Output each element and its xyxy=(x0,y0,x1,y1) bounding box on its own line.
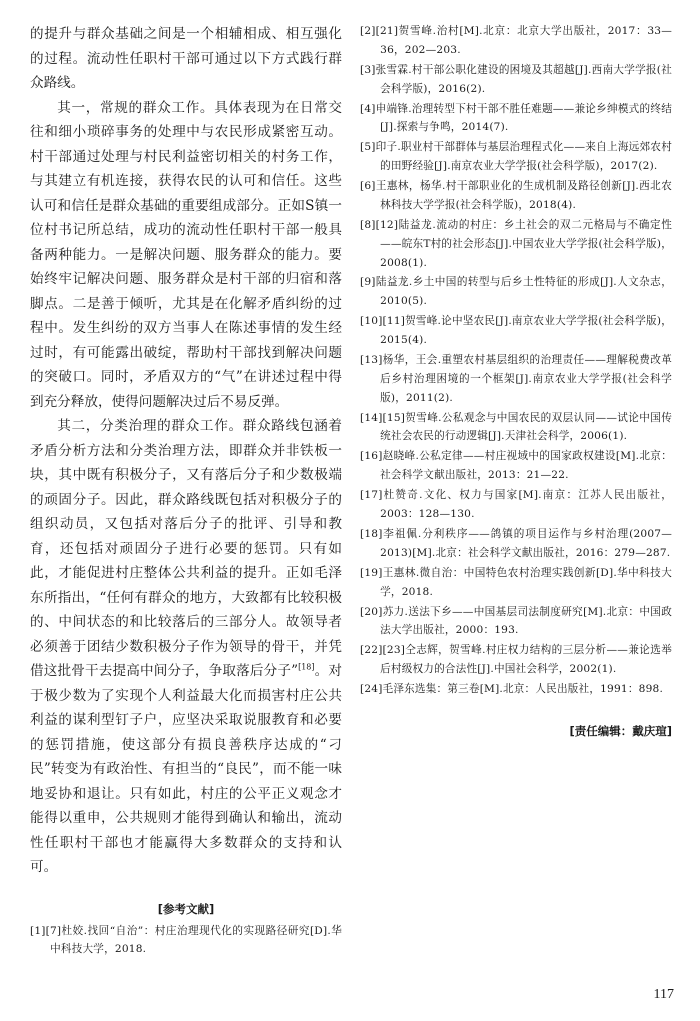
reference-item: [20]苏力.送法下乡——中国基层司法制度研究[M].北京：中国政法大学出版社，2000：193. xyxy=(360,605,672,637)
editor-note: [责任编辑：戴庆瑄] xyxy=(569,723,672,738)
reference-item: [19]王惠林.微自治：中国特色农村治理实践创新[D].华中科技大学，2018. xyxy=(360,566,672,598)
reference-item: [8][12]陆益龙.流动的村庄：乡土社会的双二元格局与不确定性——皖东T村的社会形态[J].中国农业大学学报(社会科学版)，2008(1). xyxy=(360,218,672,269)
reference-item: [14][15]贺雪峰.公私观念与中国农民的双层认同——试论中国传统社会农民的行动逻辑[J].天津社会科学，2006(1). xyxy=(360,411,672,443)
reference-item: [10][11]贺雪峰.论中坚农民[J].南京农业大学学报(社会科学版)，2015(4). xyxy=(360,315,672,347)
body-paragraph-3 xyxy=(30,414,342,880)
reference-item: [18]李祖佩.分利秩序——鸽镇的项目运作与乡村治理(2007—2013)[M].北京：社会科学文献出版社，2016：279—287. xyxy=(360,527,672,559)
paragraph-3-main: 其二，分类治理的群众工作。群众路线包涵着矛盾分析方法和分类治理方法，即群众并非铁板一块，其中既有积极分子，又有落后分子和少数极端的顽固分子。因此，群众路线既包括对积极分子的组织动员，又包括对落后分子的批评、引导和教育，还包括对顽固分子进行必要的惩罚。只有如此，才能促进村庄整体公共利益的提升。正如毛泽东所指出，“任何有群众的地方，大致都有比较积极的、中间状态的和比较落后的三部分人。故领导者必须善于团结少数积极分子作为领导的骨干，并凭借这批骨干去提高中间分子，争取落后分子” xyxy=(30,418,342,679)
reference-item: [17]杜赞奇.文化、权力与国家[M].南京：江苏人民出版社，2003：128—130. xyxy=(360,489,672,520)
reference-item: [13]杨华，王会.重塑农村基层组织的治理责任——理解税费改革后乡村治理困境的一个框架[J].南京农业大学学报(社会科学版)，2011(2). xyxy=(360,354,672,404)
reference-item: [9]陆益龙.乡土中国的转型与后乡土性特征的形成[J].人文杂志，2010(5). xyxy=(360,276,672,308)
references-heading: [参考文献] xyxy=(157,901,215,916)
reference-item: [16]赵晓峰.公私定律——村庄视域中的国家政权建设[M].北京：社会科学文献出版社，2013：21—22. xyxy=(360,450,672,482)
body-paragraph-2: 其一，常规的群众工作。具体表现为在日常交往和细小琐碎事务的处理中与农民形成紧密互动。村干部通过处理与村民利益密切相关的村务工作，与其建立有机连接，获得农民的认可和信任。这些认可和信任是群众基础的重要组成部分。正如S镇一位村书记所总结，成功的流动性任职村干部一般具备两种能力。一是解决问题、服务群众的能力。要始终牢记解决问题、服务群众是村干部的归宿和落脚点。二是善于倾听，尤其是在化解矛盾纠纷的过程中。发生纠纷的双方当事人在陈述事情的发生经过时，有可能露出破绽，帮助村干部找到解决问题的突破口。同时，矛盾双方的“气”在讲述过程中得到充分释放，使得问题解决过后不易反弹。 xyxy=(30,99,342,410)
reference-item: [24]毛泽东选集：第三卷[M].北京：人民出版社，1991：898. xyxy=(360,683,664,696)
body-paragraph-1: 的提升与群众基础之间是一个相辅相成、相互强化的过程。流动性任职村干部可通过以下方式践行群众路线。 xyxy=(30,26,342,91)
reference-item: [1][7]杜姣.找回“自治”：村庄治理现代化的实现路径研究[D].华中科技大学，2018. xyxy=(30,924,342,956)
reference-item: [3]张雪霖.村干部公职化建设的困境及其超越[J].西南大学学报(社会科学版)，2016(2). xyxy=(360,63,672,95)
reference-item: [4]申端锋.治理转型下村干部不胜任难题——兼论乡绅模式的终结[J].探索与争鸣，2014(7). xyxy=(360,102,672,134)
reference-item: [6]王惠林，杨华.村干部职业化的生成机制及路径创新[J].西北农林科技大学学报(社会科学版)，2018(4). xyxy=(360,180,672,211)
paragraph-3-tail: 。对于极少数为了实现个人利益最大化而损害村庄公共利益的谋利型钉子户，应坚决采取说服教育和必要的惩罚措施，使这部分有损良善秩序达成的“刁民”转变为有政治性、有担当的“良民”，而不能一味地妥协和退让。只有如此，村庄的公平正义观念才能得以重申，公共规则才能得到确认和输出，流动性任职村干部也才能赢得大多数群众的支持和认可。 xyxy=(30,663,343,875)
reference-item: [22][23]仝志辉，贺雪峰.村庄权力结构的三层分析——兼论选举后村级权力的合法性[J].中国社会科学，2002(1). xyxy=(360,644,672,676)
right-column xyxy=(360,22,672,739)
left-column xyxy=(30,22,342,960)
citation-18: [18] xyxy=(298,662,315,672)
page-number: 117 xyxy=(653,987,674,1002)
reference-item: [5]印子.职业村干部群体与基层治理程式化——来自上海远郊农村的田野经验[J].南京农业大学学报(社会科学版)，2017(2). xyxy=(360,141,672,173)
reference-item: [2][21]贺雪峰.治村[M].北京：北京大学出版社，2017：33—36，202—203. xyxy=(360,25,672,56)
